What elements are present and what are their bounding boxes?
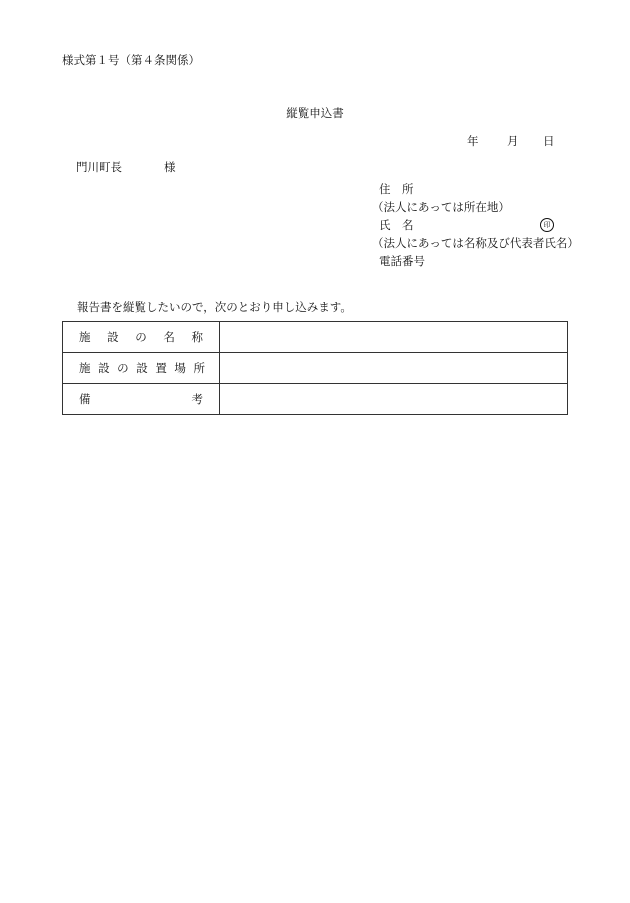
facility-name-label bbox=[63, 322, 220, 353]
seal-mark: 印 bbox=[540, 218, 554, 232]
facility-location-label bbox=[63, 353, 220, 384]
applicant-address-note: （法人にあっては所在地） bbox=[372, 200, 510, 214]
table-row bbox=[63, 353, 568, 384]
remarks-field[interactable] bbox=[220, 384, 568, 415]
label-char: 場 bbox=[174, 361, 186, 375]
facility-location-field[interactable] bbox=[220, 353, 568, 384]
date-year-label: 年 bbox=[467, 134, 479, 148]
addressee-honorific: 様 bbox=[164, 160, 176, 174]
remarks-label bbox=[63, 384, 220, 415]
request-statement: 報告書を縦覧したいので，次のとおり申し込みます。 bbox=[77, 300, 352, 314]
label-char: 設 bbox=[136, 361, 148, 375]
form-number-label: 様式第１号（第４条関係） bbox=[62, 53, 200, 67]
table-row bbox=[63, 384, 568, 415]
document-title: 縦覧申込書 bbox=[286, 106, 344, 120]
facility-name-field[interactable] bbox=[220, 322, 568, 353]
label-char: 設 bbox=[98, 361, 110, 375]
label-char: の bbox=[135, 330, 147, 344]
label-char: 名 bbox=[163, 330, 175, 344]
label-char: 備 bbox=[79, 392, 91, 406]
label-char: 所 bbox=[193, 361, 205, 375]
label-char: の bbox=[117, 361, 129, 375]
applicant-phone-label: 電話番号 bbox=[379, 254, 425, 268]
applicant-name-label: 氏 名 bbox=[379, 218, 414, 232]
label-char: 考 bbox=[191, 392, 203, 406]
label-char: 施 bbox=[79, 330, 91, 344]
request-table bbox=[62, 321, 568, 415]
date-day-label: 日 bbox=[543, 134, 555, 148]
addressee-name: 門川町長 bbox=[76, 160, 122, 174]
label-char: 置 bbox=[155, 361, 167, 375]
applicant-address-label: 住 所 bbox=[379, 182, 414, 196]
label-char: 称 bbox=[191, 330, 203, 344]
date-month-label: 月 bbox=[507, 134, 519, 148]
table-row bbox=[63, 322, 568, 353]
applicant-name-note: （法人にあっては名称及び代表者氏名） bbox=[372, 236, 579, 250]
label-char: 設 bbox=[107, 330, 119, 344]
label-char: 施 bbox=[79, 361, 91, 375]
